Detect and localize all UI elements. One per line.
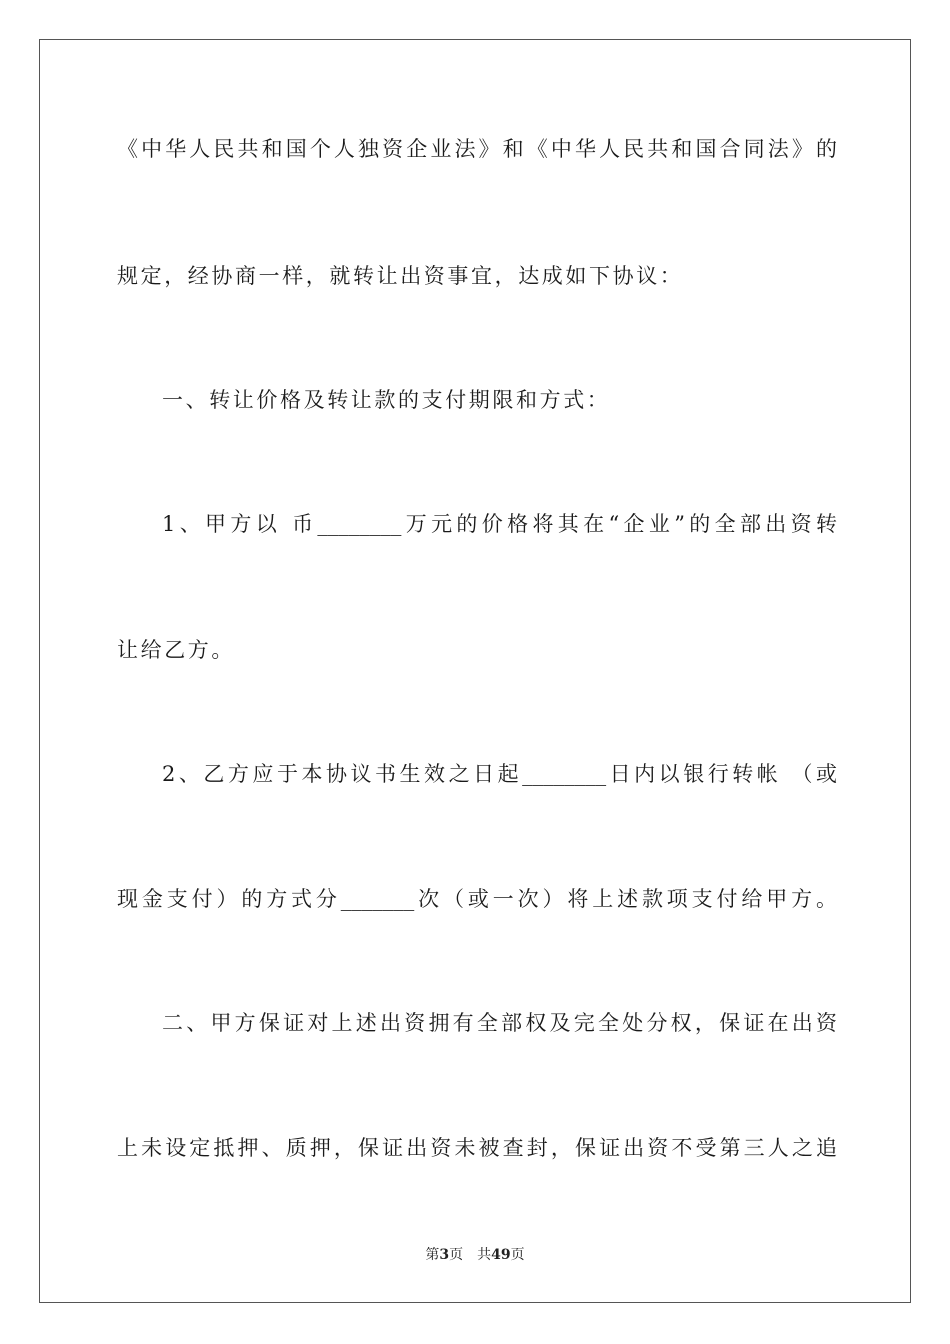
clause-2-line-2: 现金支付）的方式分_______次（或一次）将上述款项支付给甲方。 [117,887,837,911]
total-pages: 49 [491,1247,511,1263]
section-2-line-1: 二、甲方保证对上述出资拥有全部权及完全处分权，保证在出资 [162,1011,837,1035]
page-number: 3 [439,1247,450,1263]
page-border [39,39,911,1303]
body-line-1: 《中华人民共和国个人独资企业法》和《中华人民共和国合同法》的 [117,137,837,161]
body-line-2: 规定，经协商一样，就转让出资事宜，达成如下协议： [117,264,684,288]
section-heading-1: 一、转让价格及转让款的支付期限和方式： [162,388,611,412]
clause-1-line-2: 让给乙方。 [117,638,235,662]
total-label-prefix: 共 [477,1247,492,1263]
page-label-prefix: 第 [425,1247,440,1263]
clause-1-line-1: 1、甲方以 币________万元的价格将其在“企业”的全部出资转 [162,512,837,536]
clause-2-line-1: 2、乙方应于本协议书生效之日起________日内以银行转帐 （或 [162,762,837,786]
page-footer [0,1246,950,1264]
page-label-suffix: 页 [449,1247,464,1263]
total-label-suffix: 页 [510,1247,525,1263]
section-2-line-2: 上未设定抵押、质押，保证出资未被查封，保证出资不受第三人之追 [117,1136,837,1160]
